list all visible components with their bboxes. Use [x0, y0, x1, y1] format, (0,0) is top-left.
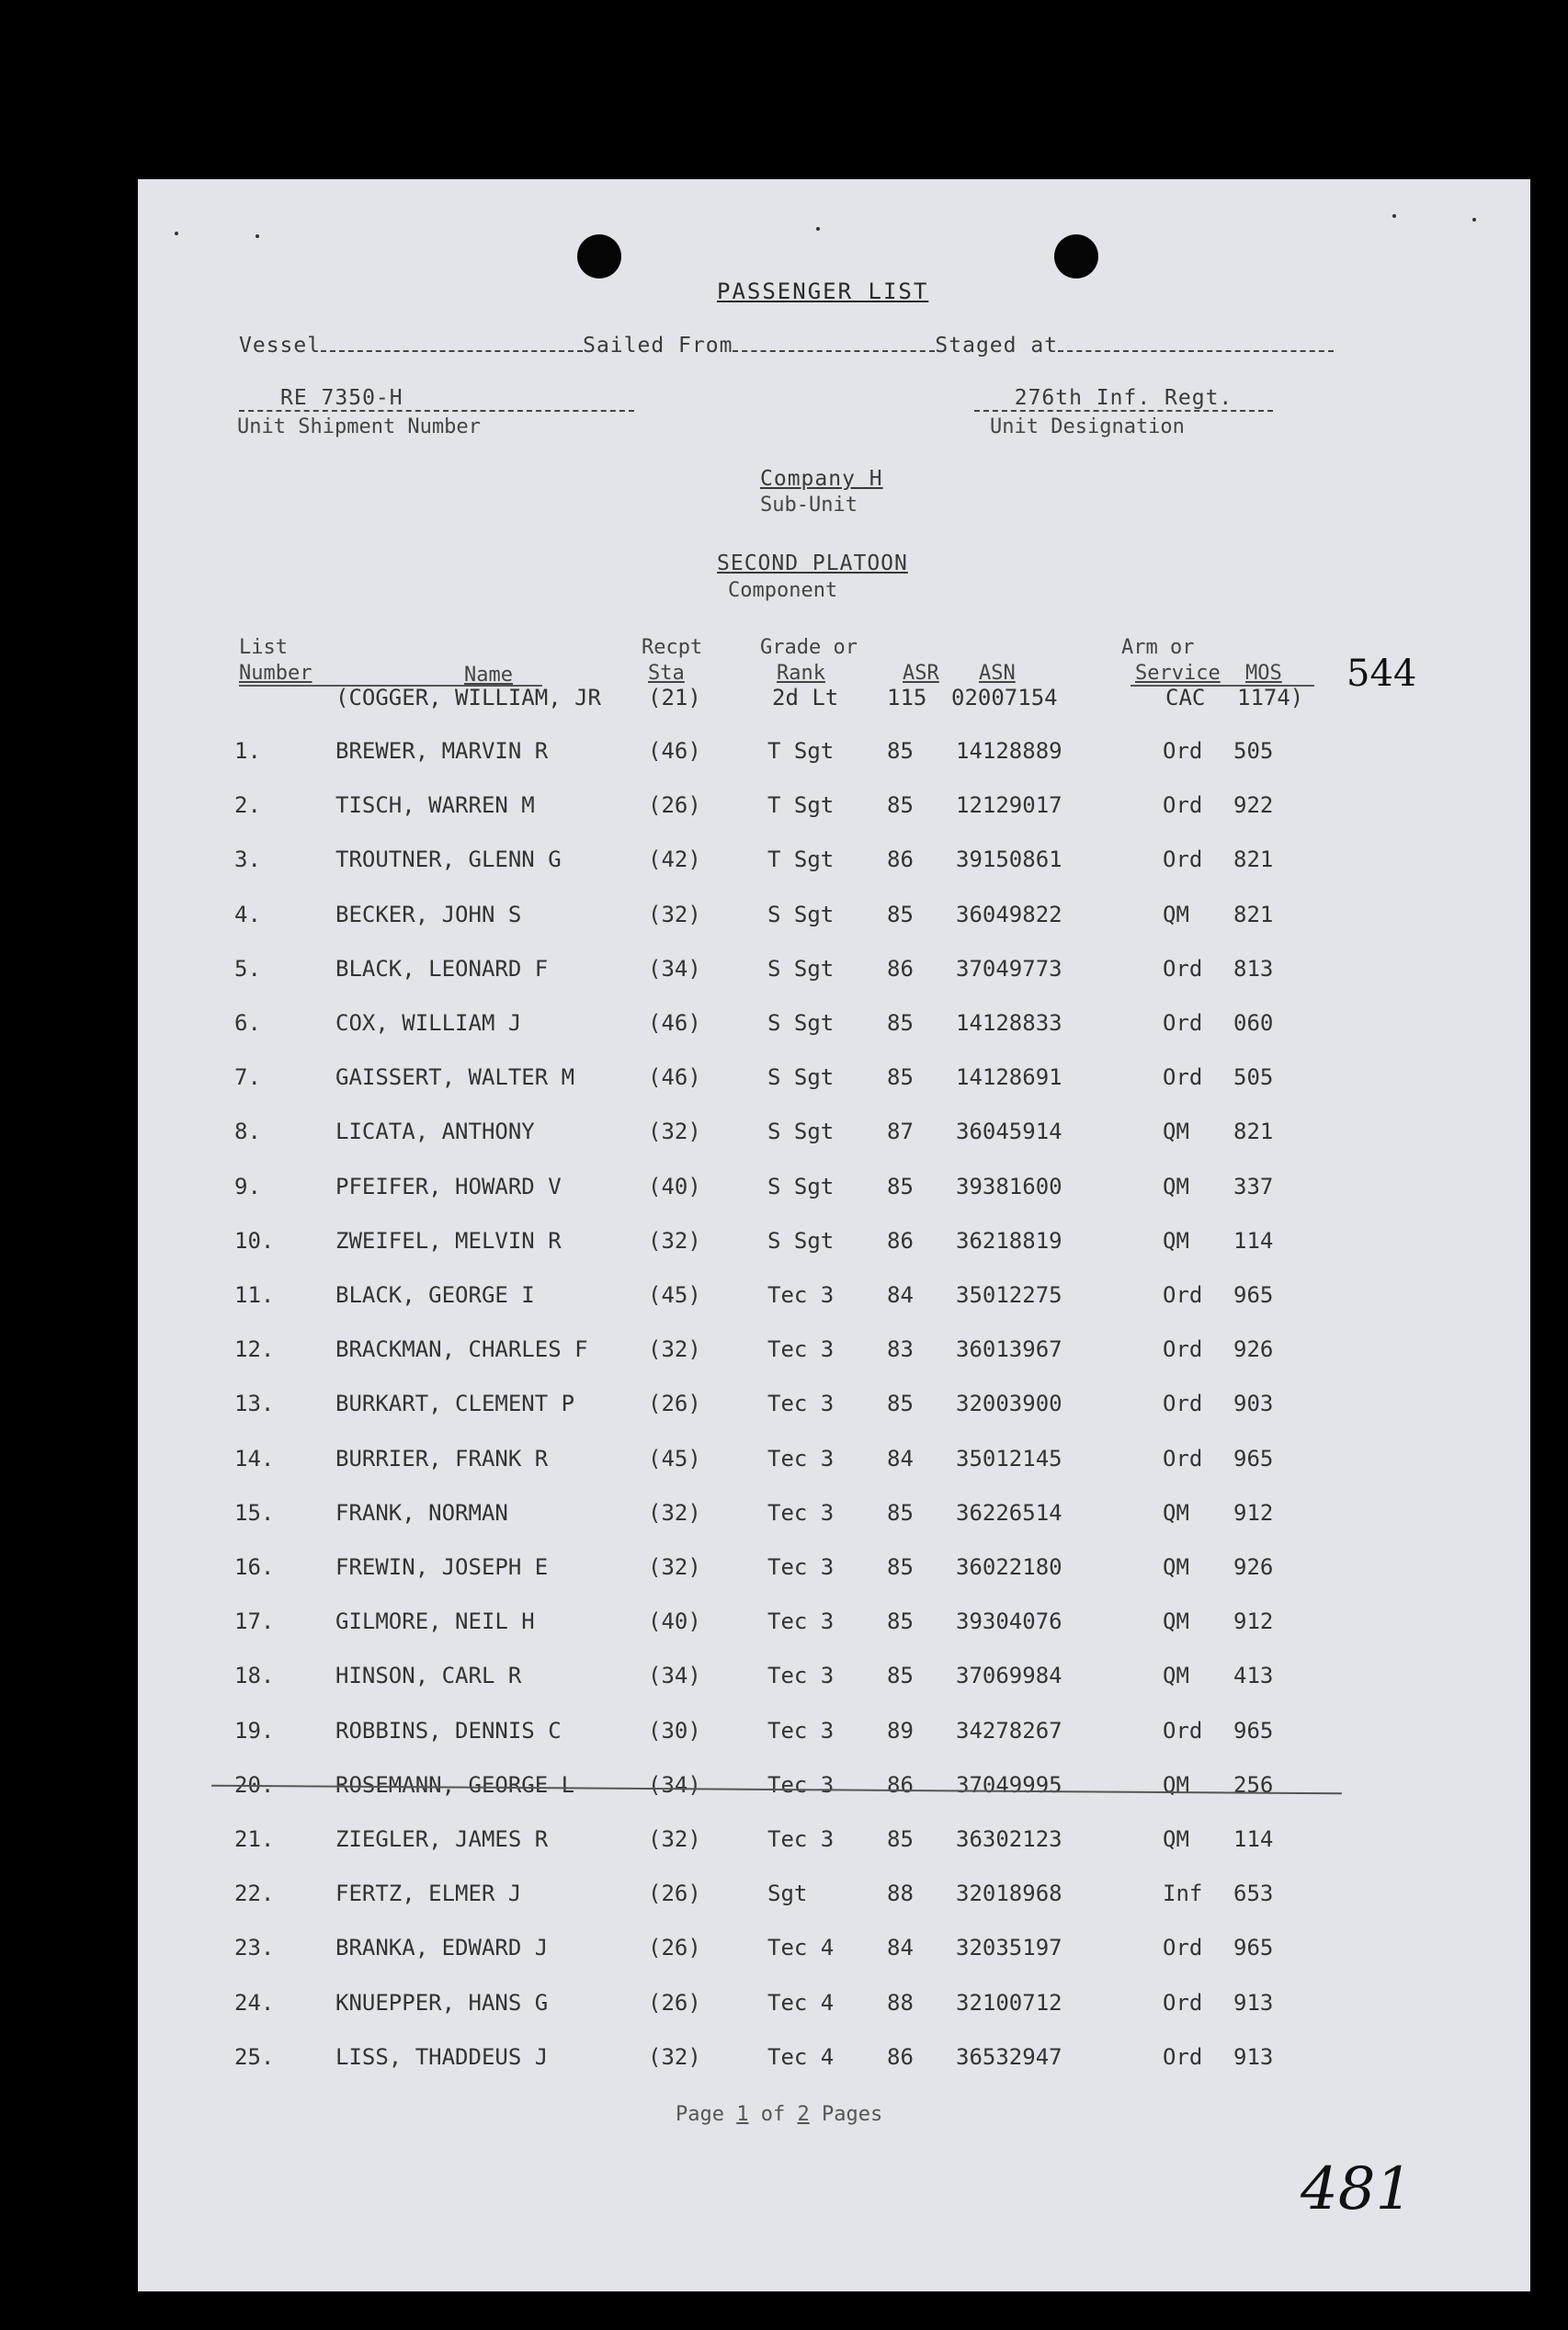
- row-name: BLACK, GEORGE I: [335, 1282, 535, 1308]
- row-arm: Inf: [1163, 1881, 1203, 1906]
- table-row: [138, 1826, 1530, 1863]
- row-arm: QM: [1163, 1500, 1189, 1526]
- row-asr: 86: [887, 956, 914, 982]
- row-arm: QM: [1163, 1663, 1189, 1688]
- row-grade: Tec 3: [767, 1554, 835, 1580]
- row-arm: Ord: [1163, 1010, 1203, 1036]
- row-arm: QM: [1163, 1174, 1189, 1199]
- row-asr: 85: [887, 1010, 914, 1036]
- table-row: [138, 1282, 1530, 1319]
- row-mos: 114: [1233, 1228, 1274, 1254]
- row-number: 21.: [234, 1826, 275, 1852]
- row-arm: Ord: [1163, 1391, 1203, 1416]
- row-name: ROBBINS, DENNIS C: [335, 1718, 562, 1744]
- row-recpt-sta: (30): [648, 1718, 701, 1744]
- row-asr: 85: [887, 1174, 914, 1199]
- col-list-top: List: [239, 636, 288, 659]
- row-grade: Tec 3: [767, 1282, 835, 1308]
- row-name: BECKER, JOHN S: [335, 902, 522, 927]
- component-label: Component: [728, 579, 838, 602]
- row-asr: 85: [887, 1554, 914, 1580]
- row-number: 22.: [234, 1881, 275, 1906]
- row-number: 20.: [234, 1772, 275, 1798]
- row-grade: Tec 3: [767, 1336, 835, 1362]
- table-row: [138, 1500, 1530, 1537]
- row-name: PFEIFER, HOWARD V: [335, 1174, 562, 1199]
- row-asn: 36218819: [956, 1228, 1062, 1254]
- row-number: 19.: [234, 1718, 275, 1744]
- row-recpt-sta: (26): [648, 1391, 701, 1416]
- row-number: 6.: [234, 1010, 261, 1036]
- speck: [816, 227, 820, 231]
- row-arm: Ord: [1163, 1064, 1203, 1090]
- row-recpt-sta: (32): [648, 1500, 701, 1526]
- row-name: GAISSERT, WALTER M: [335, 1064, 575, 1090]
- shipment-number: RE 7350-H: [239, 386, 634, 412]
- row-grade: Tec 3: [767, 1500, 835, 1526]
- row-grade: Sgt: [767, 1881, 808, 1906]
- row-asn: 36049822: [956, 902, 1062, 927]
- row-mos: 965: [1233, 1282, 1274, 1308]
- officer-name: (COGGER, WILLIAM, JR: [335, 685, 601, 710]
- row-number: 1.: [234, 738, 261, 764]
- row-mos: 922: [1233, 792, 1274, 818]
- table-row: [138, 738, 1530, 775]
- row-asn: 32003900: [956, 1391, 1062, 1416]
- officer-sta: (21): [648, 685, 701, 710]
- row-grade: T Sgt: [767, 738, 835, 764]
- handwritten-page-number: 481: [1301, 2155, 1414, 2223]
- speck: [1472, 218, 1476, 222]
- punch-hole: [577, 234, 621, 278]
- row-name: BLACK, LEONARD F: [335, 956, 549, 982]
- row-asr: 85: [887, 1064, 914, 1090]
- col-arm-top: Arm or: [1121, 636, 1195, 659]
- row-number: 25.: [234, 2044, 275, 2070]
- table-row: [138, 1935, 1530, 1972]
- row-asn: 37069984: [956, 1663, 1062, 1688]
- row-recpt-sta: (32): [648, 1336, 701, 1362]
- row-recpt-sta: (32): [648, 1228, 701, 1254]
- row-name: BRACKMAN, CHARLES F: [335, 1336, 588, 1362]
- row-arm: Ord: [1163, 847, 1203, 872]
- row-grade: S Sgt: [767, 956, 835, 982]
- row-name: HINSON, CARL R: [335, 1663, 522, 1688]
- row-number: 2.: [234, 792, 261, 818]
- vessel-label: Vessel: [239, 334, 322, 358]
- row-grade: Tec 3: [767, 1446, 835, 1472]
- officer-row: [138, 685, 1530, 722]
- row-grade: Tec 4: [767, 1935, 835, 1961]
- row-name: FREWIN, JOSEPH E: [335, 1554, 549, 1580]
- row-arm: Ord: [1163, 956, 1203, 982]
- row-asr: 86: [887, 2044, 914, 2070]
- row-arm: QM: [1163, 1608, 1189, 1634]
- row-name: KNUEPPER, HANS G: [335, 1990, 549, 2016]
- row-grade: S Sgt: [767, 1010, 835, 1036]
- row-arm: QM: [1163, 1772, 1189, 1798]
- row-mos: 413: [1233, 1663, 1274, 1688]
- row-arm: QM: [1163, 1826, 1189, 1852]
- row-asn: 36226514: [956, 1500, 1062, 1526]
- row-mos: 337: [1233, 1174, 1274, 1199]
- table-row: [138, 1881, 1530, 1917]
- officer-grade: 2d Lt: [772, 685, 839, 710]
- row-number: 15.: [234, 1500, 275, 1526]
- row-name: BURKART, CLEMENT P: [335, 1391, 575, 1416]
- table-row: [138, 792, 1530, 829]
- col-grade-bottom: Rank: [777, 662, 825, 685]
- row-asn: 14128833: [956, 1010, 1062, 1036]
- row-asr: 85: [887, 1500, 914, 1526]
- row-grade: S Sgt: [767, 1228, 835, 1254]
- row-mos: 653: [1233, 1881, 1274, 1906]
- row-mos: 965: [1233, 1935, 1274, 1961]
- row-asr: 86: [887, 1228, 914, 1254]
- row-mos: 505: [1233, 738, 1274, 764]
- row-asr: 85: [887, 1826, 914, 1852]
- row-number: 18.: [234, 1663, 275, 1688]
- sailed-label: Sailed From: [583, 334, 733, 358]
- row-recpt-sta: (26): [648, 1990, 701, 2016]
- table-row: [138, 1119, 1530, 1155]
- row-recpt-sta: (40): [648, 1174, 701, 1199]
- row-asr: 85: [887, 792, 914, 818]
- table-row: [138, 1174, 1530, 1210]
- staged-label: Staged at: [935, 334, 1059, 358]
- table-row: [138, 847, 1530, 883]
- row-recpt-sta: (32): [648, 1119, 701, 1144]
- row-mos: 965: [1233, 1446, 1274, 1472]
- row-asn: 36013967: [956, 1336, 1062, 1362]
- row-number: 9.: [234, 1174, 261, 1199]
- row-number: 10.: [234, 1228, 275, 1254]
- row-arm: Ord: [1163, 1336, 1203, 1362]
- speck: [256, 234, 259, 238]
- page-text: Pages: [809, 2103, 883, 2126]
- row-grade: Tec 3: [767, 1608, 835, 1634]
- row-asr: 86: [887, 847, 914, 872]
- row-number: 14.: [234, 1446, 275, 1472]
- row-mos: 913: [1233, 1990, 1274, 2016]
- row-asn: 36532947: [956, 2044, 1062, 2070]
- row-mos: 926: [1233, 1554, 1274, 1580]
- row-number: 12.: [234, 1336, 275, 1362]
- row-recpt-sta: (32): [648, 1554, 701, 1580]
- row-asr: 85: [887, 1391, 914, 1416]
- row-grade: Tec 4: [767, 1990, 835, 2016]
- row-arm: QM: [1163, 902, 1189, 927]
- row-recpt-sta: (34): [648, 956, 701, 982]
- row-grade: Tec 4: [767, 2044, 835, 2070]
- row-number: 5.: [234, 956, 261, 982]
- row-recpt-sta: (34): [648, 1663, 701, 1688]
- page-text: Page: [676, 2103, 737, 2126]
- table-row: [138, 1064, 1530, 1101]
- row-asr: 83: [887, 1336, 914, 1362]
- shipment-label: Unit Shipment Number: [237, 415, 481, 438]
- row-mos: 903: [1233, 1391, 1274, 1416]
- designation-label: Unit Designation: [990, 415, 1185, 438]
- row-arm: Ord: [1163, 2044, 1203, 2070]
- annotation-number: 544: [1346, 653, 1417, 695]
- row-asn: 32018968: [956, 1881, 1062, 1906]
- row-asr: 86: [887, 1772, 914, 1798]
- officer-arm: CAC: [1165, 685, 1206, 710]
- row-recpt-sta: (45): [648, 1446, 701, 1472]
- table-row: [138, 1391, 1530, 1427]
- row-recpt-sta: (26): [648, 792, 701, 818]
- row-name: GILMORE, NEIL H: [335, 1608, 535, 1634]
- table-row: [138, 1446, 1530, 1483]
- row-grade: S Sgt: [767, 1119, 835, 1144]
- row-arm: Ord: [1163, 1718, 1203, 1744]
- row-number: 3.: [234, 847, 261, 872]
- table-row: [138, 1228, 1530, 1265]
- row-grade: Tec 3: [767, 1772, 835, 1798]
- row-grade: S Sgt: [767, 1064, 835, 1090]
- row-arm: Ord: [1163, 738, 1203, 764]
- row-grade: Tec 3: [767, 1826, 835, 1852]
- row-asr: 84: [887, 1282, 914, 1308]
- punch-hole: [1054, 234, 1098, 278]
- row-number: 17.: [234, 1608, 275, 1634]
- row-asn: 35012275: [956, 1282, 1062, 1308]
- row-number: 13.: [234, 1391, 275, 1416]
- speck: [175, 232, 178, 235]
- row-name: BREWER, MARVIN R: [335, 738, 549, 764]
- sub-unit-label: Sub-Unit: [760, 494, 858, 517]
- row-mos: 821: [1233, 902, 1274, 927]
- row-name: ROSEMANN, GEORGE L: [335, 1772, 575, 1798]
- vessel-line: [239, 334, 1334, 358]
- row-arm: Ord: [1163, 1990, 1203, 2016]
- row-asr: 85: [887, 902, 914, 927]
- table-row: [138, 1663, 1530, 1699]
- row-asn: 37049773: [956, 956, 1062, 982]
- component-value: SECOND PLATOON: [717, 551, 908, 575]
- row-name: FERTZ, ELMER J: [335, 1881, 522, 1906]
- officer-asn: 02007154: [951, 685, 1058, 710]
- col-mos: MOS: [1245, 662, 1282, 685]
- row-mos: 913: [1233, 2044, 1274, 2070]
- row-asr: 84: [887, 1446, 914, 1472]
- row-asr: 88: [887, 1881, 914, 1906]
- row-asr: 85: [887, 1608, 914, 1634]
- row-recpt-sta: (32): [648, 902, 701, 927]
- row-asr: 89: [887, 1718, 914, 1744]
- row-recpt-sta: (42): [648, 847, 701, 872]
- page-total: 2: [797, 2103, 810, 2126]
- row-name: COX, WILLIAM J: [335, 1010, 522, 1036]
- sub-unit-value: Company H: [760, 467, 883, 491]
- row-number: 8.: [234, 1119, 261, 1144]
- col-name: Name: [464, 664, 513, 687]
- table-row: [138, 1010, 1530, 1047]
- table-row: [138, 956, 1530, 993]
- row-asr: 85: [887, 1663, 914, 1688]
- row-grade: Tec 3: [767, 1663, 835, 1688]
- row-arm: Ord: [1163, 792, 1203, 818]
- row-asn: 36302123: [956, 1826, 1062, 1852]
- row-name: LICATA, ANTHONY: [335, 1119, 535, 1144]
- row-recpt-sta: (34): [648, 1772, 701, 1798]
- row-grade: T Sgt: [767, 847, 835, 872]
- row-number: 11.: [234, 1282, 275, 1308]
- row-recpt-sta: (46): [648, 1064, 701, 1090]
- row-asn: 39381600: [956, 1174, 1062, 1199]
- row-asn: 39150861: [956, 847, 1062, 872]
- row-number: 16.: [234, 1554, 275, 1580]
- row-asn: 35012145: [956, 1446, 1062, 1472]
- row-number: 7.: [234, 1064, 261, 1090]
- row-recpt-sta: (32): [648, 1826, 701, 1852]
- row-mos: 505: [1233, 1064, 1274, 1090]
- row-number: 4.: [234, 902, 261, 927]
- row-asn: 39304076: [956, 1608, 1062, 1634]
- col-recpt-top: Recpt: [642, 636, 703, 659]
- row-asn: 14128691: [956, 1064, 1062, 1090]
- row-recpt-sta: (32): [648, 2044, 701, 2070]
- row-mos: 821: [1233, 1119, 1274, 1144]
- row-asn: 14128889: [956, 738, 1062, 764]
- row-mos: 060: [1233, 1010, 1274, 1036]
- row-mos: 926: [1233, 1336, 1274, 1362]
- table-row: [138, 1772, 1530, 1809]
- table-row: [138, 1990, 1530, 2027]
- col-asn: ASN: [979, 662, 1016, 685]
- row-name: LISS, THADDEUS J: [335, 2044, 549, 2070]
- row-asr: 87: [887, 1119, 914, 1144]
- row-name: TROUTNER, GLENN G: [335, 847, 562, 872]
- document-page: [138, 179, 1530, 2291]
- row-grade: S Sgt: [767, 902, 835, 927]
- row-mos: 813: [1233, 956, 1274, 982]
- row-name: ZWEIFEL, MELVIN R: [335, 1228, 562, 1254]
- row-recpt-sta: (45): [648, 1282, 701, 1308]
- row-grade: Tec 3: [767, 1718, 835, 1744]
- row-mos: 114: [1233, 1826, 1274, 1852]
- table-row: [138, 1718, 1530, 1755]
- table-row: [138, 902, 1530, 938]
- row-asn: 37049995: [956, 1772, 1062, 1798]
- page-current: 1: [736, 2103, 749, 2126]
- table-row: [138, 2044, 1530, 2081]
- col-arm-bottom: Service: [1135, 662, 1221, 685]
- row-name: BRANKA, EDWARD J: [335, 1935, 549, 1961]
- col-asr: ASR: [903, 662, 939, 685]
- row-asr: 84: [887, 1935, 914, 1961]
- officer-asr: 115: [887, 685, 927, 710]
- document-title: PASSENGER LIST: [717, 278, 929, 304]
- table-row: [138, 1608, 1530, 1645]
- row-mos: 912: [1233, 1608, 1274, 1634]
- row-mos: 821: [1233, 847, 1274, 872]
- row-arm: Ord: [1163, 1282, 1203, 1308]
- row-recpt-sta: (26): [648, 1881, 701, 1906]
- col-grade-top: Grade or: [760, 636, 858, 659]
- row-name: TISCH, WARREN M: [335, 792, 535, 818]
- row-asr: 88: [887, 1990, 914, 2016]
- table-row: [138, 1336, 1530, 1373]
- row-grade: T Sgt: [767, 792, 835, 818]
- row-arm: QM: [1163, 1554, 1189, 1580]
- row-mos: 256: [1233, 1772, 1274, 1798]
- row-name: ZIEGLER, JAMES R: [335, 1826, 549, 1852]
- row-asn: 36022180: [956, 1554, 1062, 1580]
- row-asn: 32100712: [956, 1990, 1062, 2016]
- row-arm: Ord: [1163, 1935, 1203, 1961]
- row-grade: Tec 3: [767, 1391, 835, 1416]
- row-grade: S Sgt: [767, 1174, 835, 1199]
- speck: [1392, 214, 1396, 218]
- row-asn: 36045914: [956, 1119, 1062, 1144]
- row-asn: 34278267: [956, 1718, 1062, 1744]
- officer-mos: 1174): [1237, 685, 1304, 710]
- row-name: BURRIER, FRANK R: [335, 1446, 549, 1472]
- row-asn: 12129017: [956, 792, 1062, 818]
- row-recpt-sta: (46): [648, 738, 701, 764]
- row-asr: 85: [887, 738, 914, 764]
- row-arm: QM: [1163, 1228, 1189, 1254]
- row-recpt-sta: (46): [648, 1010, 701, 1036]
- row-recpt-sta: (26): [648, 1935, 701, 1961]
- table-row: [138, 1554, 1530, 1591]
- row-number: 24.: [234, 1990, 275, 2016]
- col-list-bottom: Number: [239, 662, 312, 685]
- row-number: 23.: [234, 1935, 275, 1961]
- row-mos: 912: [1233, 1500, 1274, 1526]
- unit-designation: 276th Inf. Regt.: [974, 386, 1273, 412]
- page-text: of: [748, 2103, 798, 2126]
- row-arm: QM: [1163, 1119, 1189, 1144]
- col-recpt-bottom: Sta: [648, 662, 685, 685]
- row-name: FRANK, NORMAN: [335, 1500, 508, 1526]
- row-recpt-sta: (40): [648, 1608, 701, 1634]
- row-arm: Ord: [1163, 1446, 1203, 1472]
- page-indicator: [676, 2103, 882, 2126]
- row-mos: 965: [1233, 1718, 1274, 1744]
- row-asn: 32035197: [956, 1935, 1062, 1961]
